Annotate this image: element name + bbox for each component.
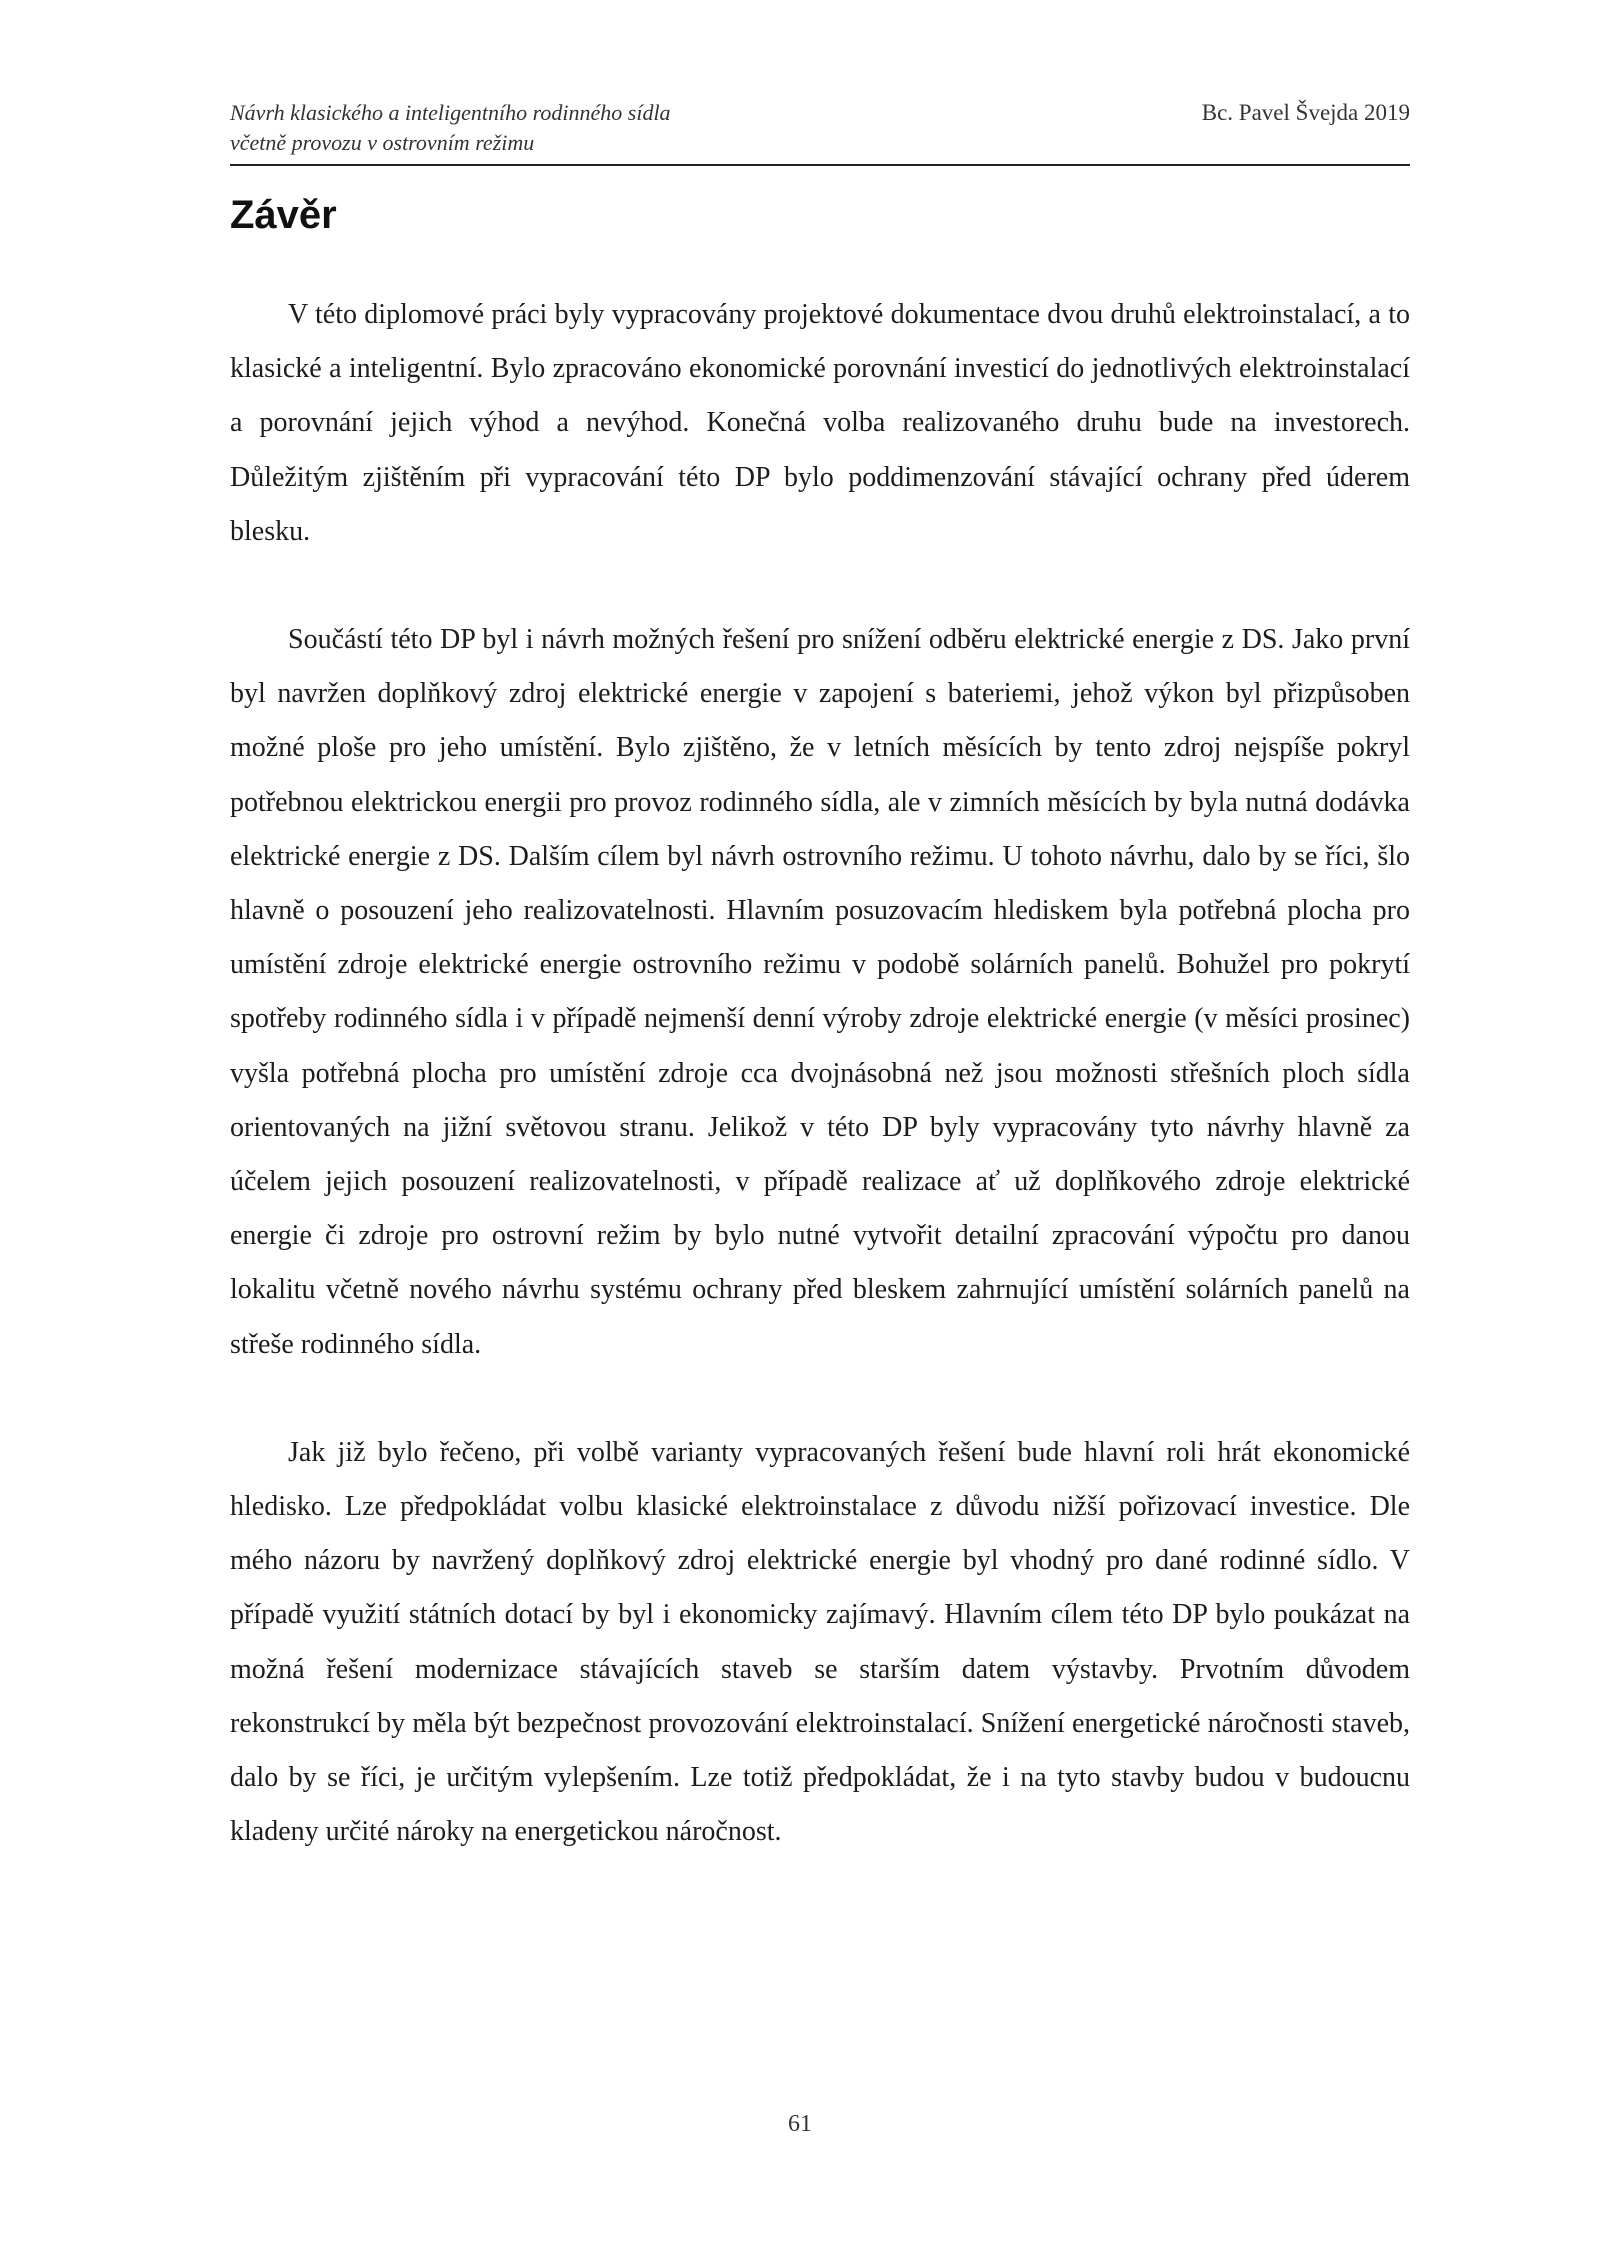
body-text <box>230 288 1410 1859</box>
running-header <box>230 98 1410 166</box>
header-title-line-2: včetně provozu v ostrovním režimu <box>230 130 535 155</box>
header-thesis-title <box>230 98 671 158</box>
header-author-year: Bc. Pavel Švejda 2019 <box>1201 100 1410 125</box>
chapter-title: Závěr <box>230 193 337 237</box>
page-number: 61 <box>788 2111 812 2137</box>
paragraph-3: Jak již bylo řečeno, při volbě varianty vypracovaných řešení bude hlavní roli hrát ekonomické hledisko. Lze předpokládat volbu klasické elektroinstalace z důvodu nižší pořizovací investice. Dle mého názoru by navržený doplňkový zdroj elektrické energie byl vhodný pro dané rodinné sídlo. V případě využití státních dotací by byl i ekonomicky zajímavý. Hlavním cílem této DP bylo poukázat na možná řešení modernizace stávajících staveb se starším datem výstavby. Prvotním důvodem rekonstrukcí by měla být bezpečnost provozování elektroinstalací. Snížení energetické náročnosti staveb, dalo by se říci, je určitým vylepšením. Lze totiž předpokládat, že i na tyto stavby budou v budoucnu kladeny určité nároky na energetickou náročnost. <box>230 1436 1410 1848</box>
paragraph-1: V této diplomové práci byly vypracovány projektové dokumentace dvou druhů elektroinstalací, a to klasické a inteligentní. Bylo zpracováno ekonomické porovnání investicí do jednotlivých elektroinstalací a porovnání jejich výhod a nevýhod. Konečná volba realizovaného druhu bude na investorech. Důležitým zjištěním při vypracování této DP bylo poddimenzování stávající ochrany před úderem blesku. <box>230 299 1410 547</box>
header-title-line-1: Návrh klasického a inteligentního rodinného sídla <box>230 100 671 125</box>
paragraph-2: Součástí této DP byl i návrh možných řešení pro snížení odběru elektrické energie z DS. Jako první byl navržen doplňkový zdroj elektrické energie v zapojení s bateriemi, jehož výkon byl přizpůsoben možné ploše pro jeho umístění. Bylo zjištěno, že v letních měsících by tento zdroj nejspíše pokryl potřebnou elektrickou energii pro provoz rodinného sídla, ale v zimních měsících by byla nutná dodávka elektrické energie z DS. Dalším cílem byl návrh ostrovního režimu. U tohoto návrhu, dalo by se říci, šlo hlavně o posouzení jeho realizovatelnosti. Hlavním posuzovacím hlediskem byla potřebná plocha pro umístění zdroje elektrické energie ostrovního režimu v podobě solárních panelů. Bohužel pro pokrytí spotřeby rodinného sídla i v případě nejmenší denní výroby zdroje elektrické energie (v měsíci prosinec) vyšla potřebná plocha pro umístění zdroje cca dvojnásobná než jsou možnosti střešních ploch sídla orientovaných na jižní světovou stranu. Jelikož v této DP byly vypracovány tyto návrhy hlavně za účelem jejich posouzení realizovatelnosti, v případě realizace ať už doplňkového zdroje elektrické energie či zdroje pro ostrovní režim by bylo nutné vytvořit detailní zpracování výpočtu pro danou lokalitu včetně nového návrhu systému ochrany před bleskem zahrnující umístění solárních panelů na střeše rodinného sídla. <box>230 624 1410 1360</box>
